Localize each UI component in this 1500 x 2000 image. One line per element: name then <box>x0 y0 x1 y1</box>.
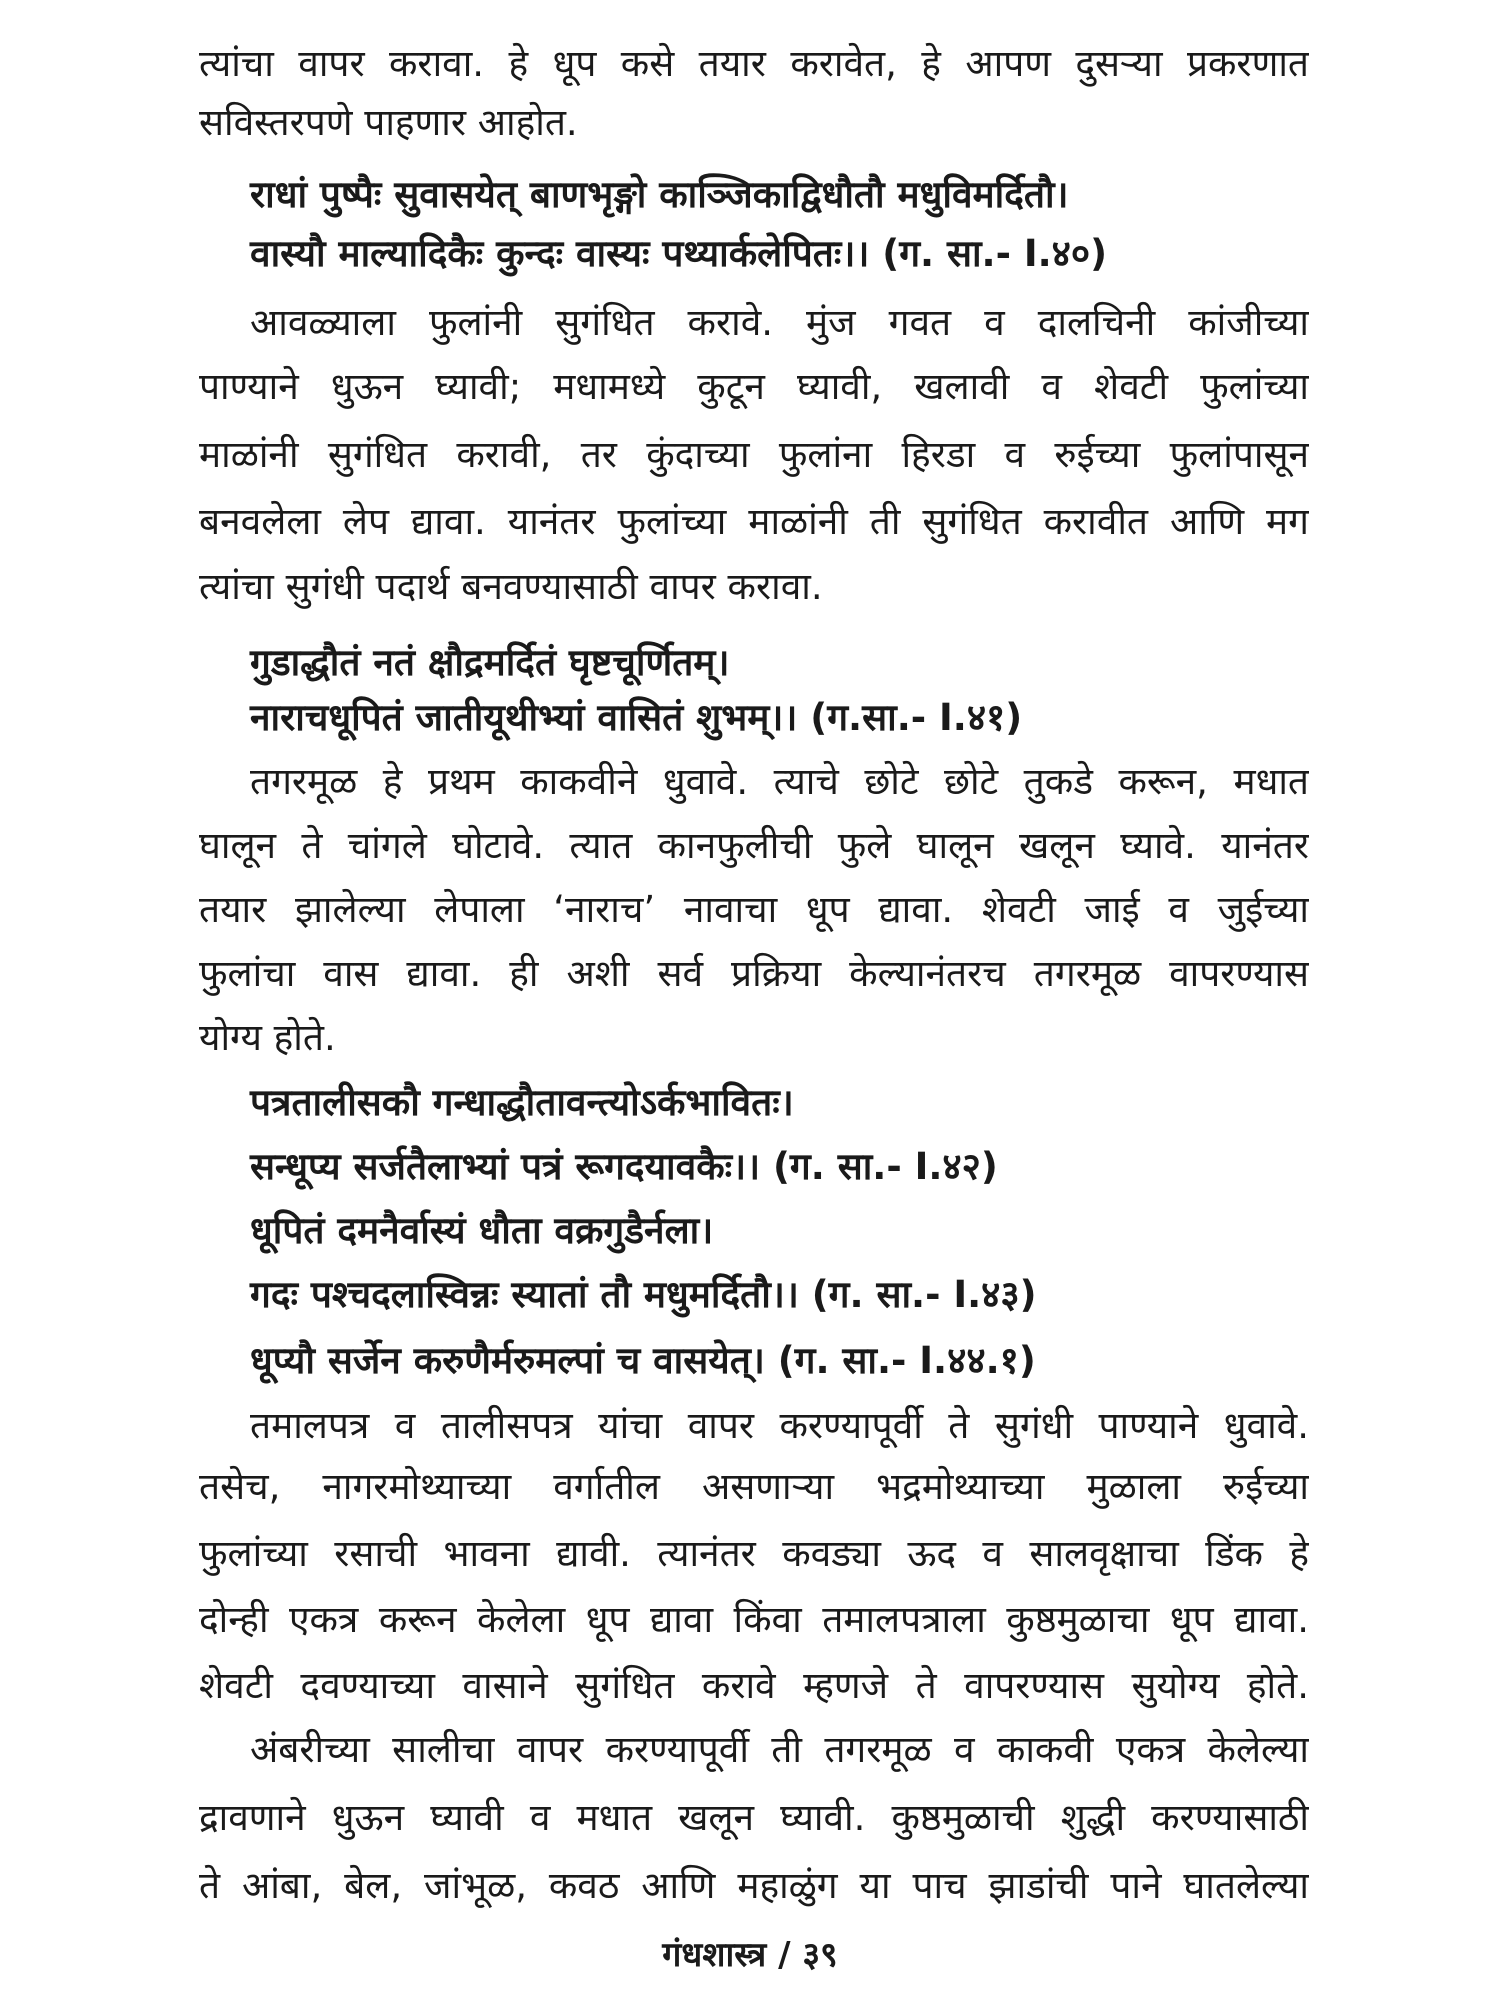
sanskrit-verse-line: धूप्यौ सर्जेन करुणैर्मरुमल्पां च वासयेत्। (ग. सा.- I.४४.१) <box>250 1339 1036 1382</box>
text-line: पाण्याने धुऊन घ्यावी; मधामध्ये कुटून घ्यावी, खलावी व शेवटी फुलांच्या <box>199 365 1309 408</box>
text-line: सविस्तरपणे पाहणार आहोत. <box>199 101 578 144</box>
text-line: तयार झालेल्या लेपाला ‘नाराच’ नावाचा धूप द्यावा. शेवटी जाई व जुईच्या <box>199 888 1309 931</box>
text-line: फुलांच्या रसाची भावना द्यावी. त्यानंतर कवड्या ऊद व सालवृक्षाचा डिंक हे <box>199 1532 1309 1575</box>
text-line: योग्य होते. <box>199 1016 336 1059</box>
sanskrit-verse-line: गदः पश्चदलास्विन्नः स्यातां तौ मधुमर्दितौ।। (ग. सा.- I.४३) <box>250 1273 1037 1316</box>
text-line: द्रावणाने धुऊन घ्यावी व मधात खलून घ्यावी. कुष्ठमुळाची शुद्धी करण्यासाठी <box>199 1796 1309 1839</box>
text-line: दोन्ही एकत्र करून केलेला धूप द्यावा किंवा तमालपत्राला कुष्ठमुळाचा धूप द्यावा. <box>199 1598 1309 1641</box>
sanskrit-verse-line: वास्यौ माल्यादिकैः कुन्दः वास्यः पथ्यार्कलेपितः।। (ग. सा.- I.४०) <box>250 232 1108 275</box>
sanskrit-verse-line: राधां पुष्पैः सुवासयेत् बाणभृङ्गो काञ्जिकाद्विधौतौ मधुविमर्दितौ। <box>250 173 1069 216</box>
sanskrit-verse-line: पत्रतालीसकौ गन्धाद्धौतावन्त्योऽर्कभावितः। <box>250 1081 794 1124</box>
text-line: अंबरीच्या सालीचा वापर करण्यापूर्वी ती तगरमूळ व काकवी एकत्र केलेल्या <box>250 1728 1309 1771</box>
sanskrit-verse-line: सन्धूप्य सर्जतैलाभ्यां पत्रं रूगदयावकैः।। (ग. सा.- I.४२) <box>250 1145 998 1188</box>
text-line: त्यांचा सुगंधी पदार्थ बनवण्यासाठी वापर करावा. <box>199 565 823 608</box>
text-line: बनवलेला लेप द्यावा. यानंतर फुलांच्या माळांनी ती सुगंधित करावीत आणि मग <box>199 500 1309 543</box>
text-line: शेवटी दवण्याच्या वासाने सुगंधित करावे म्हणजे ते वापरण्यास सुयोग्य होते. <box>199 1664 1309 1707</box>
text-line: आवळ्याला फुलांनी सुगंधित करावे. मुंज गवत व दालचिनी कांजीच्या <box>250 301 1309 344</box>
text-line: फुलांचा वास द्यावा. ही अशी सर्व प्रक्रिया केल्यानंतरच तगरमूळ वापरण्यास <box>199 952 1309 995</box>
text-line: तसेच, नागरमोथ्याच्या वर्गातील असणाऱ्या भद्रमोथ्याच्या मुळाला रुईच्या <box>199 1465 1309 1508</box>
text-line: ते आंबा, बेल, जांभूळ, कवठ आणि महाळुंग या पाच झाडांची पाने घातलेल्या <box>199 1864 1309 1907</box>
text-line: तगरमूळ हे प्रथम काकवीने धुवावे. त्याचे छोटे छोटे तुकडे करून, मधात <box>250 760 1309 803</box>
sanskrit-verse-line: धूपितं दमनैर्वास्यं धौता वक्रगुडैर्नला। <box>250 1209 714 1252</box>
sanskrit-verse-line: नाराचधूपितं जातीयूथीभ्यां वासितं शुभम्।। (ग.सा.- I.४१) <box>250 696 1023 739</box>
text-line: त्यांचा वापर करावा. हे धूप कसे तयार करावेत, हे आपण दुसऱ्या प्रकरणात <box>199 42 1309 85</box>
text-line: तमालपत्र व तालीसपत्र यांचा वापर करण्यापूर्वी ते सुगंधी पाण्याने धुवावे. <box>250 1404 1309 1447</box>
page-footer: गंधशास्त्र / ३९ <box>662 1935 838 1975</box>
text-line: माळांनी सुगंधित करावी, तर कुंदाच्या फुलांना हिरडा व रुईच्या फुलांपासून <box>199 433 1309 476</box>
text-line: घालून ते चांगले घोटावे. त्यात कानफुलीची फुले घालून खलून घ्यावे. यानंतर <box>199 824 1309 867</box>
sanskrit-verse-line: गुडाद्धौतं नतं क्षौद्रमर्दितं घृष्टचूर्णितम्। <box>250 641 730 684</box>
